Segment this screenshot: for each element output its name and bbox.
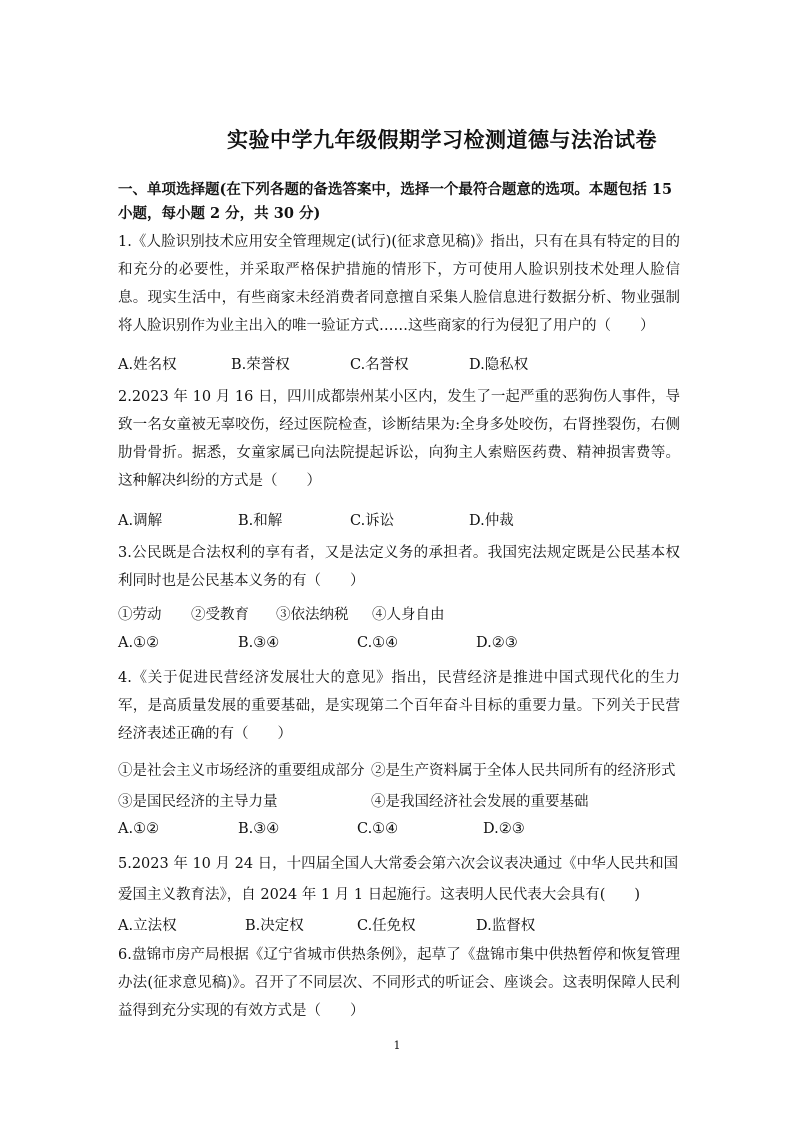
question-3-option-a: A.①② <box>118 635 160 651</box>
question-3-item-4: ④人身自由 <box>372 607 445 623</box>
question-5-option-b: B.决定权 <box>245 918 304 934</box>
question-1-option-a: A.姓名权 <box>118 357 177 373</box>
question-3-item-1: ①劳动 <box>118 607 162 623</box>
question-5-option-c: C.任免权 <box>357 918 416 934</box>
question-5-stem-line-2: 爱国主义教育法》，自 2024 年 1 月 1 日起施行。这表明人民代表大会具有( ) <box>118 887 641 903</box>
question-4-option-d: D.②③ <box>483 821 525 837</box>
question-1-option-b: B.荣誉权 <box>231 357 290 373</box>
question-1-option-c: C.名誉权 <box>350 357 409 373</box>
question-3-option-d: D.②③ <box>476 635 518 651</box>
question-4-item-3: ③是国民经济的主导力量 <box>118 794 278 810</box>
question-4-item-1: ①是社会主义市场经济的重要组成部分 <box>118 763 365 779</box>
question-2-option-d: D.仲裁 <box>469 513 514 529</box>
question-3-option-b: B.③④ <box>238 635 280 651</box>
question-4-option-a: A.①② <box>118 821 160 837</box>
question-4-item-4: ④是我国经济社会发展的重要基础 <box>371 794 589 810</box>
section-heading: 一、单项选择题(在下列各题的备选答案中，选择一个最符合题意的选项。本题包括 15 小题，每小题 2 分，共 30 分) <box>118 181 673 222</box>
question-5-stem-line-1: 5.2023 年 10 月 24 日，十四届全国人大常委会第六次会议表决通过《中华人民共和国 <box>118 856 679 872</box>
question-5-option-a: A.立法权 <box>118 918 177 934</box>
question-4-option-b: B.③④ <box>238 821 280 837</box>
question-2-option-b: B.和解 <box>238 513 283 529</box>
page-number: 1 <box>393 1039 401 1052</box>
question-4-item-2: ②是生产资料属于全体人民共同所有的经济形式 <box>371 763 676 779</box>
question-1-option-d: D.隐私权 <box>469 357 529 373</box>
question-3-option-c: C.①④ <box>357 635 399 651</box>
question-2-stem: 2.2023 年 10 月 16 日，四川成都崇州某小区内，发生了一起严重的恶狗伤人事件，导致一名女童被无辜咬伤，经过医院检查，诊断结果为:全身多处咬伤，右肾挫裂伤，右侧肋骨骨折。据悉，女童家属已向法院提起诉讼，向狗主人索赔医药费、精神损害费等。这种解决纠纷的方式是（ ） <box>118 389 680 489</box>
question-3-item-3: ③依法纳税 <box>276 607 349 623</box>
question-4-stem: 4.《关于促进民营经济发展壮大的意见》指出，民营经济是推进中国式现代化的生力军，是高质量发展的重要基础，是实现第二个百年奋斗目标的重要力量。下列关于民营经济表述正确的有（ ） <box>118 670 680 742</box>
question-5-option-d: D.监督权 <box>476 918 536 934</box>
question-6-stem: 6.盘锦市房产局根据《辽宁省城市供热条例》，起草了《盘锦市集中供热暂停和恢复管理办法(征求意见稿)》。召开了不同层次、不同形式的听证会、座谈会。这表明保障人民利益得到充分实现的有效方式是（ ） <box>118 947 680 1019</box>
question-4-option-c: C.①④ <box>357 821 399 837</box>
exam-title: 实验中学九年级假期学习检测道德与法治试卷 <box>227 127 657 152</box>
question-3-stem: 3.公民既是合法权利的享有者，又是法定义务的承担者。我国宪法规定既是公民基本权利同时也是公民基本义务的有（ ） <box>118 545 680 589</box>
question-1-stem: 1.《人脸识别技术应用安全管理规定(试行)(征求意见稿)》指出，只有在具有特定的目的和充分的必要性，并采取严格保护措施的情形下，方可使用人脸识别技术处理人脸信息。现实生活中，有些商家未经消费者同意擅自采集人脸信息进行数据分析、物业强制将人脸识别作为业主出入的唯一验证方式……这些商家的行为侵犯了用户的（ ） <box>118 234 680 334</box>
question-2-option-c: C.诉讼 <box>350 513 395 529</box>
question-2-option-a: A.调解 <box>118 513 163 529</box>
question-3-item-2: ②受教育 <box>191 607 249 623</box>
